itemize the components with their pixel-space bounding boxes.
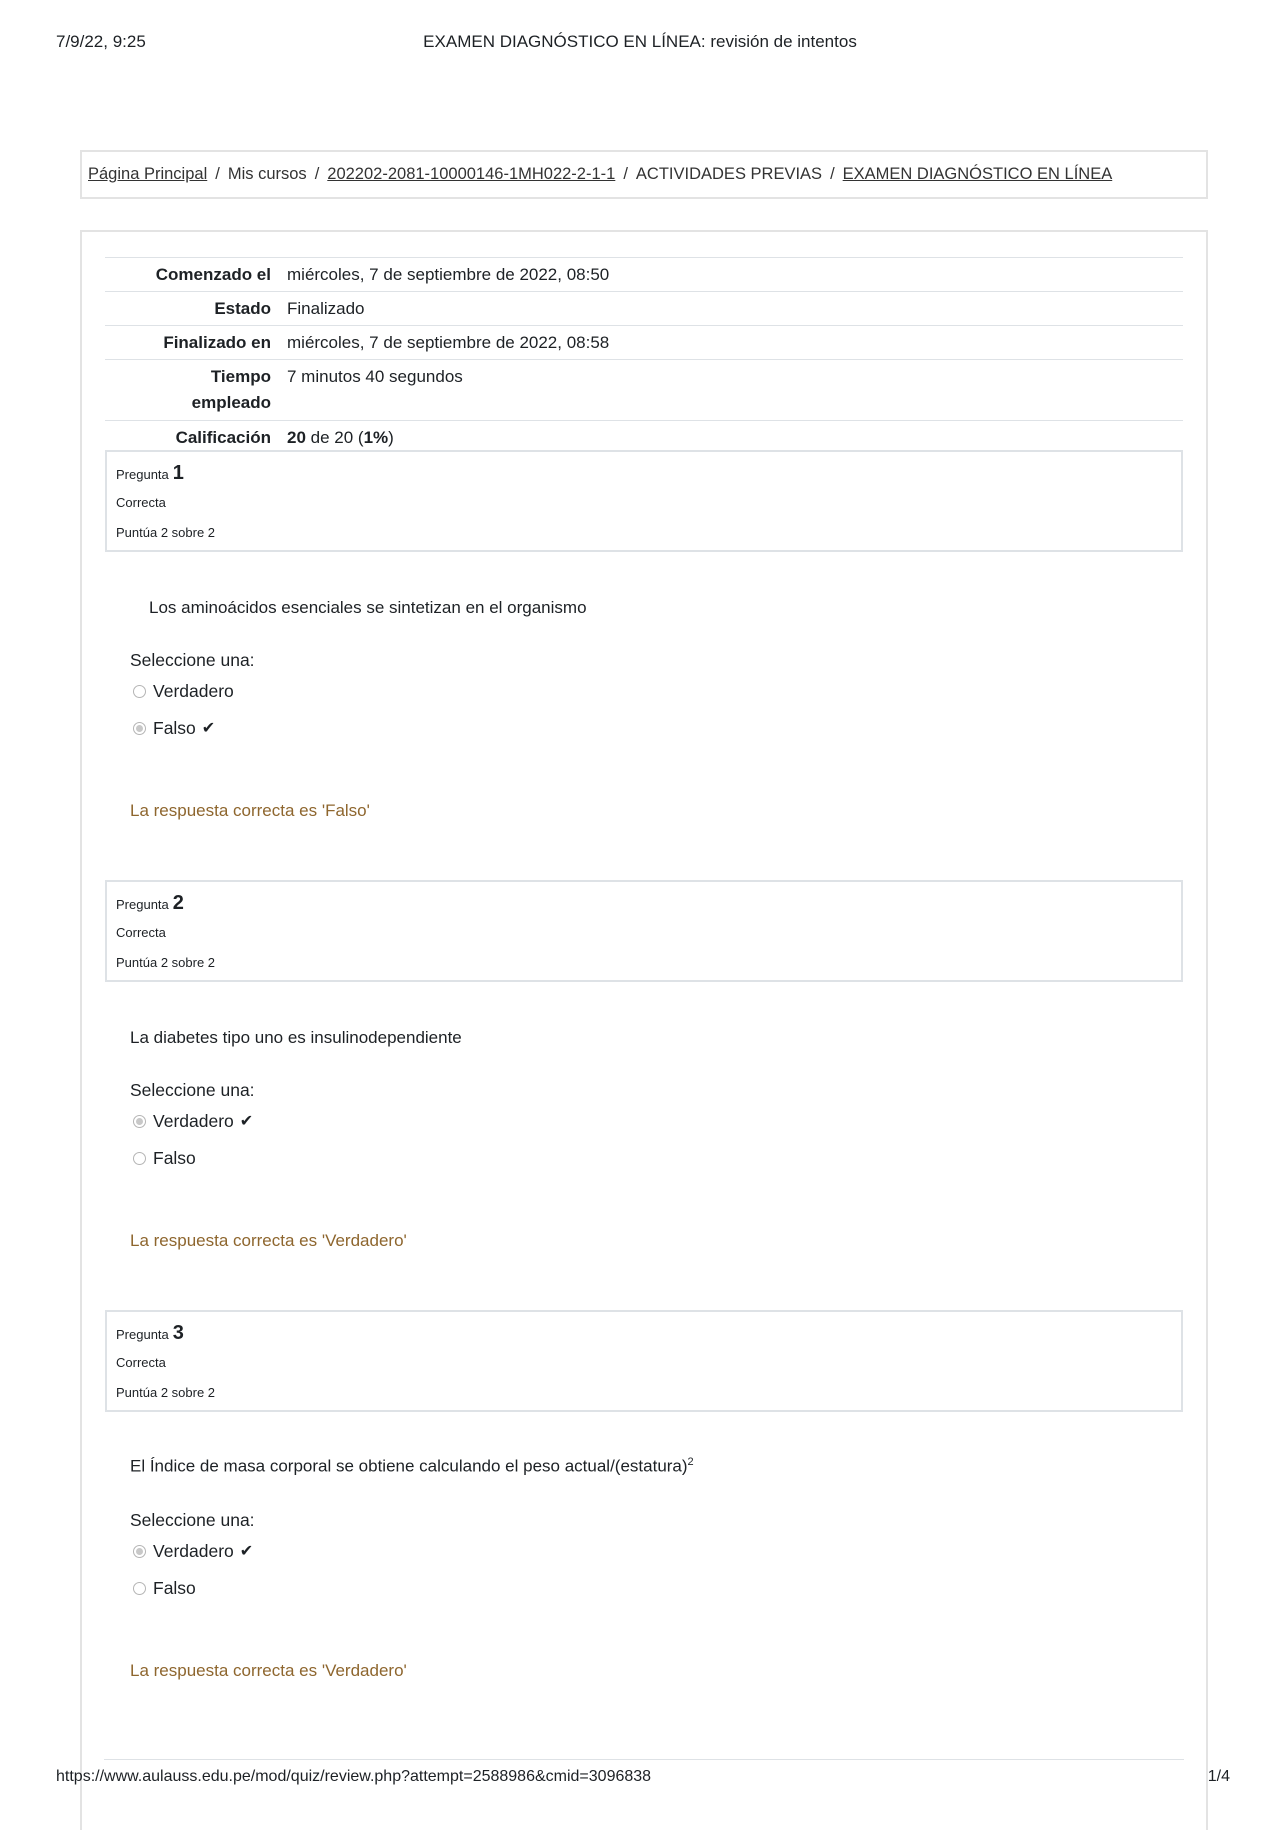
grade-of: de 20 ( [305,428,364,447]
summary-started-value: miércoles, 7 de septiembre de 2022, 08:50 [287,265,610,284]
question-state: Correcta [116,1355,166,1370]
breadcrumb-separator: / [623,165,628,183]
question-state: Correcta [116,495,166,510]
question-1-option-falso[interactable] [133,716,215,740]
radio-button[interactable] [133,1152,146,1165]
print-footer-url: https://www.aulauss.edu.pe/mod/quiz/review.php?attempt=2588986&cmid=3096838 [56,1768,652,1785]
breadcrumb [80,150,1208,199]
question-2-feedback: La respuesta correcta es 'Verdadero' [130,1231,407,1250]
breadcrumb-separator: / [830,165,835,183]
summary-state-value: Finalizado [287,299,365,318]
check-icon: ✔ [201,720,216,737]
summary-started-label: Comenzado el [155,265,271,284]
summary-time-label-line1: Tiempo [210,367,271,386]
question-1-select-label: Seleccione una: [130,650,255,670]
grade-percent: 1% [363,428,389,447]
question-grade: Puntúa 2 sobre 2 [116,1385,216,1400]
question-grade: Puntúa 2 sobre 2 [116,525,216,540]
summary-grade-value [281,421,1183,455]
question-label: Pregunta [116,897,169,912]
option-label: Verdadero [153,1110,234,1131]
breadcrumb-quiz-link[interactable]: EXAMEN DIAGNÓSTICO EN LÍNEA [842,165,1113,183]
footer-divider [104,1759,1184,1760]
question-3-text-main: El Índice de masa corporal se obtiene calculando el peso actual/(estatura) [130,1456,688,1476]
question-state: Correcta [116,925,166,940]
option-label: Falso [153,1147,196,1168]
question-3-option-verdadero[interactable] [133,1539,253,1563]
option-label: Falso [153,717,196,738]
summary-row-time [105,360,1183,421]
question-2-select-label: Seleccione una: [130,1080,255,1100]
radio-button-checked[interactable] [133,722,146,735]
question-1-info [105,450,1183,552]
breadcrumb-home-link[interactable]: Página Principal [88,165,208,183]
summary-grade-label: Calificación [175,428,271,447]
question-3-option-falso[interactable] [133,1576,196,1600]
question-3-select-label: Seleccione una: [130,1510,255,1530]
summary-time-value: 7 minutos 40 segundos [287,367,463,386]
grade-close: ) [388,428,394,447]
question-3-text [130,1456,694,1477]
summary-row-grade [105,421,1183,455]
check-icon: ✔ [239,1543,254,1560]
question-label: Pregunta [116,467,169,482]
question-grade: Puntúa 2 sobre 2 [116,955,216,970]
summary-row-state [105,292,1183,326]
summary-time-label [105,360,281,421]
breadcrumb-course-link[interactable]: 202202-2081-10000146-1MH022-2-1-1 [327,165,616,183]
question-1-text: Los aminoácidos esenciales se sintetizan en el organismo [149,598,587,617]
check-icon: ✔ [239,1113,254,1130]
question-2-info [105,880,1183,982]
question-number: 2 [172,892,184,914]
radio-button[interactable] [133,1582,146,1595]
question-3-text-superscript: 2 [687,1456,694,1468]
option-label: Verdadero [153,1540,234,1561]
question-2-option-falso[interactable] [133,1146,196,1170]
summary-time-label-line2: empleado [191,393,271,412]
question-3-feedback: La respuesta correcta es 'Verdadero' [130,1661,407,1680]
question-1-option-verdadero[interactable] [133,679,234,703]
breadcrumb-separator: / [314,165,320,183]
print-datetime: 7/9/22, 9:25 [56,32,146,51]
question-label: Pregunta [116,1327,169,1342]
radio-button-checked[interactable] [133,1545,146,1558]
option-label: Falso [153,1577,196,1598]
print-page-number: 1/4 [1207,1768,1230,1785]
breadcrumb-section: ACTIVIDADES PREVIAS [635,165,823,183]
grade-score: 20 [287,428,306,447]
breadcrumb-my-courses: Mis cursos [227,165,307,183]
print-title: EXAMEN DIAGNÓSTICO EN LÍNEA: revisión de intentos [423,32,857,51]
summary-finished-label: Finalizado en [163,333,271,352]
question-1-feedback: La respuesta correcta es 'Falso' [130,801,370,820]
question-number: 1 [172,462,184,484]
question-number: 3 [172,1322,184,1344]
option-label: Verdadero [153,680,234,701]
breadcrumb-separator: / [215,165,220,183]
radio-button-checked[interactable] [133,1115,146,1128]
summary-row-started [105,258,1183,292]
radio-button[interactable] [133,685,146,698]
attempt-summary-table [105,257,1183,454]
question-2-text: La diabetes tipo uno es insulinodependiente [130,1028,462,1047]
summary-finished-value: miércoles, 7 de septiembre de 2022, 08:58 [287,333,610,352]
question-3-info [105,1310,1183,1412]
summary-state-label: Estado [214,299,271,318]
question-2-option-verdadero[interactable] [133,1109,253,1133]
summary-row-finished [105,326,1183,360]
